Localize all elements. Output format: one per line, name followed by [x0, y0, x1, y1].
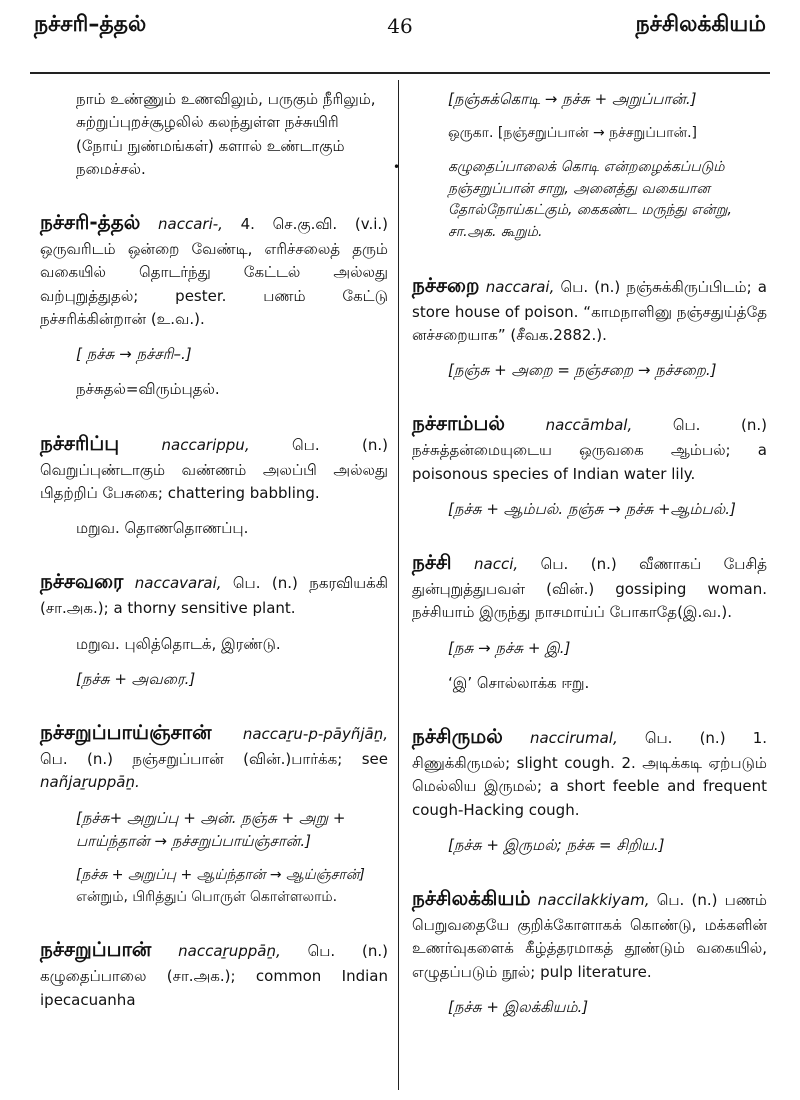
entry-naccarippu	[40, 428, 388, 541]
entry-naccilakkiyam	[412, 883, 767, 1019]
etymology: [நச்சு + ஆம்பல். நஞ்சு → நச்சு +ஆம்பல்.]	[448, 499, 736, 518]
page-header	[0, 8, 800, 44]
etymology: [நச்சு+ அறுப்பு + அன். நஞ்சு + அறு + பாய்ந்தான் → நச்சறுப்பாய்ஞ்சான்.]	[76, 808, 346, 850]
entry-naccirumal	[412, 721, 767, 857]
citation: (சீவக.2882.).	[505, 325, 607, 344]
see-reference: nañjaṟuppāṉ.	[40, 773, 140, 792]
note: ‘இ’ சொல்லாக்க ஈறு.	[448, 673, 590, 692]
headword: நச்சாம்பல்	[412, 411, 506, 436]
definition: நச்சுத்தன்மையுடைய ஒருவகை ஆம்பல்; a poisonous species of Indian water lily.	[412, 441, 767, 483]
transliteration: naccilakkiyam,	[537, 891, 650, 910]
column-divider	[398, 80, 399, 1090]
entry-naccari	[40, 207, 388, 402]
grammar-label: பெ. (n.)	[617, 729, 753, 748]
continued-entry	[40, 88, 388, 181]
column-dot: •	[393, 160, 401, 174]
definition: 1. சிணுக்கிருமல்; slight cough. 2. அடிக்கடி ஏற்படும் மெல்லிய இருமல்; a short feeble and frequent cough-Hacking cough.	[412, 729, 767, 819]
definition: பெ. (n.) நஞ்சுக்கிருப்பிடம்; a store house of poison.	[412, 277, 767, 321]
right-running-headword: நச்சிலக்கியம்	[635, 12, 766, 37]
transliteration: naccaṟuppāṉ,	[178, 942, 281, 961]
etymology-alt: [நச்சு + அறுப்பு + ஆய்ந்தான் → ஆய்ஞ்சான்]	[76, 867, 365, 883]
quotation: “காமநாளினு நஞ்சதுய்த்தே னச்சறையாக”	[412, 302, 767, 344]
headword: நச்சி	[412, 550, 452, 575]
entry-nacci	[412, 547, 767, 695]
transliteration: naccāmbal,	[545, 416, 633, 435]
left-running-headword: நச்சரி–த்தல்	[34, 12, 147, 37]
definition: நகரவியக்கி (சா.அக.); a thorny sensitive plant.	[40, 574, 388, 618]
transliteration: naccarai,	[485, 277, 555, 296]
definition: கழுதைப்பாலை (சா.அக.); common Indian ipecacuanha	[40, 967, 388, 1009]
grammar-label: பெ. (n.)	[221, 574, 310, 593]
etymology: [நச்சு + இருமல்; நச்சு = சிறிய.]	[448, 835, 665, 854]
etymology: [நஞ்சுக்கொடி → நச்சு + அறுப்பான்.]	[448, 90, 697, 108]
continued-entry	[412, 88, 767, 244]
page-number: 46	[387, 14, 413, 38]
entry-naccaruppan	[40, 934, 388, 1012]
headword: நச்சறுப்பாய்ஞ்சான்	[40, 720, 212, 744]
etymology: [நச்சு + அவரை.]	[76, 669, 196, 688]
definition: ஒருவரிடம் ஒன்றை வேண்டி, எரிச்சலைத் தரும் வகையில் தொடர்ந்து கேட்டல் அல்லது வற்புறுத்துதல்; pester. பணம் கேட்டு நச்சரிக்கின்றான் (உ.வ.).	[40, 240, 388, 328]
right-column	[412, 88, 767, 1045]
transliteration: naccarippu,	[161, 435, 250, 454]
cross-reference: ஒருகா. [நஞ்சறுப்பான் → நச்சறுப்பான்.]	[448, 125, 697, 142]
definition: வெறுப்புண்டாகும் வண்ணம் அலப்பி அல்லது பிதற்றிப் பேசுகை; chattering babbling.	[40, 460, 388, 502]
definition: பெ. (n.) பணம் பெறுவதையே குறிக்கோளாகக் கொண்டு, மக்களின் உணர்வுகளைக் கீழ்த்தரமாகத் தூண்டும் வகையில், எழுதப்படும் நூல்; pulp literature.	[412, 891, 767, 981]
headword: நச்சரிப்பு	[40, 430, 120, 455]
synonyms: மறுவ. தொணதொணப்பு.	[76, 519, 249, 537]
transliteration: naccirumal,	[529, 729, 618, 748]
grammar-label: பெ. (n.)	[280, 942, 388, 961]
entry-naccarai	[412, 270, 767, 383]
etymology: [ நச்சு → நச்சரி–.]	[76, 345, 192, 363]
headword: நச்சிருமல்	[412, 724, 503, 749]
entry-naccambal	[412, 408, 767, 521]
etymology: [நசு → நச்சு + இ.]	[448, 638, 571, 657]
definition: பெ. (n.) நஞ்சறுப்பான் (வின்.)பார்க்க; see	[40, 750, 388, 768]
entry-naccavarai	[40, 566, 388, 691]
etymology-alt-tail: என்றும், பிரித்துப் பொருள் கொள்ளலாம்.	[76, 888, 338, 905]
entry-naccaruppaynjan	[40, 717, 388, 908]
synonyms: மறுவ. புலித்தொடக், இரண்டு.	[76, 634, 281, 653]
header-rule	[30, 72, 770, 74]
definition: பெ. (n.) வீணாகப் பேசித் துன்புறுத்துபவள் (வின்.) gossiping woman. நச்சியாம் இருந்து நாசமாய்ப் போகாதே(இ.வ.).	[412, 555, 767, 622]
usage-note: கழுதைப்பாலைக் கொடி என்றழைக்கப்படும் நஞ்சறுப்பான் சாறு, அனைத்து வகையான தோல்நோய்கட்கும், கைகண்ட மருந்து என்று, சா.அக. கூறும்.	[448, 158, 732, 240]
left-column	[40, 88, 388, 1038]
etymology: [நச்சு + இலக்கியம்.]	[448, 997, 589, 1016]
continued-text: நாம் உண்ணும் உணவிலும், பருகும் நீரிலும், சுற்றுப்புறச்சூழலில் கலந்துள்ள நச்சுயிரி (நோய் நுண்மங்கள்) களால் உண்டாகும் நமைச்சல்.	[76, 90, 376, 178]
headword: நச்சறை	[412, 272, 480, 297]
grammar-label: 4. செ.கு.வி. (v.i.)	[222, 215, 388, 233]
transliteration: nacci,	[474, 555, 519, 574]
headword: நச்சிலக்கியம்	[412, 886, 531, 911]
note: நச்சுதல்=விரும்புதல்.	[76, 380, 220, 399]
headword: நச்சறுப்பான்	[40, 937, 152, 962]
transliteration: naccaṟu-p-pāyñjāṉ,	[242, 725, 388, 743]
transliteration: naccari-,	[158, 215, 223, 233]
grammar-label: பெ. (n.)	[249, 435, 388, 454]
transliteration: naccavarai,	[134, 574, 222, 593]
etymology: [நஞ்சு + அறை = நஞ்சறை → நச்சறை.]	[448, 361, 717, 380]
headword: நச்சரி-த்தல்	[40, 210, 141, 234]
grammar-label: பெ. (n.)	[632, 416, 767, 435]
headword: நச்சவரை	[40, 569, 124, 594]
